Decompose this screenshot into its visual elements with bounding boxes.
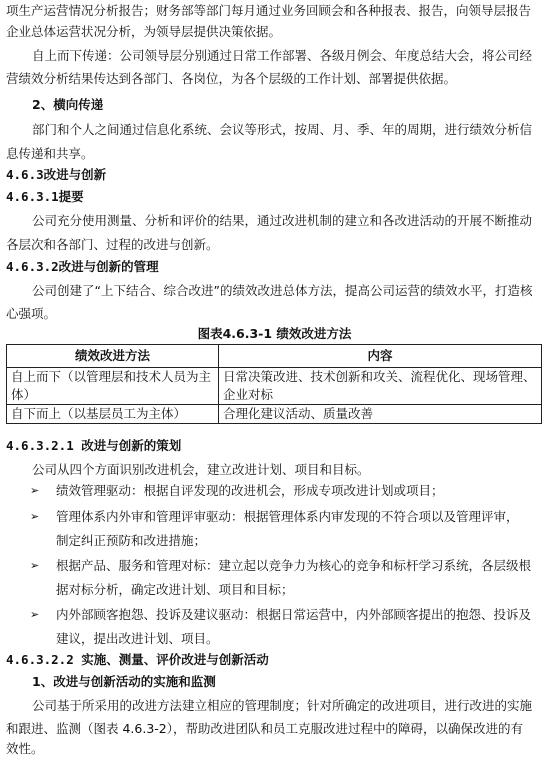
arrow-bullet-icon: ➢	[30, 608, 40, 621]
arrow-bullet-icon: ➢	[30, 484, 40, 497]
bullet-item-continuation: 制定纠正预防和改进措施；	[56, 533, 207, 548]
section-heading-4-6-3-2: 4.6.3.2改进与创新的管理	[6, 259, 159, 274]
table-caption: 图表4.6.3-1 绩效改进方法	[197, 326, 352, 341]
arrow-bullet-icon: ➢	[30, 559, 40, 572]
paragraph-line: 息传递和共享。	[6, 146, 94, 161]
bullet-item: 绩效管理驱动：根据自评发现的改进机会，形成专项改进计划或项目；	[56, 483, 444, 498]
paragraph-line: 效性。	[6, 741, 44, 756]
table-cell-method: 自上而下（以管理层和技术人员为主 体）	[7, 368, 219, 405]
bullet-item-continuation: 建议，提出改进计划、项目。	[56, 631, 219, 646]
section-heading-4-6-3: 4.6.3改进与创新	[6, 167, 107, 182]
table-row	[7, 368, 542, 405]
improvement-methods-table	[6, 344, 542, 424]
paragraph-line: 部门和个人之间通过信息化系统、会议等形式，按周、月、季、年的周期，进行绩效分析信	[32, 122, 533, 137]
bullet-item: 根据产品、服务和管理对标：建立起以竞争力为核心的竞争和标杆学习系统，各层级根	[56, 558, 532, 573]
arrow-bullet-icon: ➢	[30, 510, 40, 523]
table-header-method: 绩效改进方法	[7, 345, 219, 368]
table-cell-method: 自下而上（以基层员工为主体）	[7, 405, 219, 424]
paragraph-line: 公司充分使用测量、分析和评价的结果，通过改进机制的建立和各改进活动的开展不断推动	[32, 213, 533, 228]
section-heading: 2、横向传递	[32, 97, 104, 112]
subsection-heading: 1、改进与创新活动的实施和监测	[32, 674, 216, 689]
paragraph-line: 自上而下传递：公司领导层分别通过日常工作部署、各级月例会、年度总结大会，将公司经	[32, 48, 533, 63]
bullet-item-continuation: 据对标分析，确定改进计划、项目和目标；	[56, 582, 294, 597]
paragraph-line: 营绩效分析结果传达到各部门、各岗位，为各个层级的工作计划、部署提供依据。	[6, 71, 457, 86]
paragraph-line: 公司基于所采用的改进方法建立相应的管理制度；针对所确定的改进项目，进行改进的实施	[32, 698, 533, 713]
table-cell-content: 合理化建议活动、质量改善	[219, 405, 542, 424]
table-header-content: 内容	[219, 345, 542, 368]
section-heading-4-6-3-1: 4.6.3.1提要	[6, 189, 84, 204]
bullet-item: 内外部顾客抱怨、投诉及建议驱动：根据日常运营中，内外部顾客提出的抱怨、投诉及	[56, 607, 532, 622]
section-heading-4-6-3-2-1: 4.6.3.2.1 改进与创新的策划	[6, 438, 182, 453]
paragraph-line: 公司创建了“上下结合、综合改进”的绩效改进总体方法，提高公司运营的绩效水平，打造核	[32, 283, 533, 298]
paragraph-line: 企业总体运营状况分析，为领导层提供决策依据。	[6, 24, 282, 39]
table-row	[7, 405, 542, 424]
table-cell-content: 日常决策改进、技术创新和攻关、流程优化、现场管理、 企业对标	[219, 368, 542, 405]
paragraph-line: 各层次和各部门、过程的改进与创新。	[6, 237, 219, 252]
paragraph-line: 心强项。	[6, 306, 57, 321]
paragraph-line: 公司从四个方面识别改进机会，建立改进计划、项目和目标。	[32, 462, 370, 477]
table-header-row	[7, 345, 542, 368]
paragraph-line: 项生产运营情况分析报告；财务部等部门每月通过业务回顾会和各种报表、报告，向领导层报告	[6, 3, 532, 18]
paragraph-line: 和跟进、监测（图表 4.6.3-2），帮助改进团队和员工克服改进过程中的障碍，以确保改进的有	[6, 721, 523, 736]
section-heading-4-6-3-2-2: 4.6.3.2.2 实施、测量、评价改进与创新活动	[6, 652, 269, 667]
bullet-item: 管理体系内外审和管理评审驱动：根据管理体系内审发现的不符合项以及管理评审，	[56, 509, 519, 524]
